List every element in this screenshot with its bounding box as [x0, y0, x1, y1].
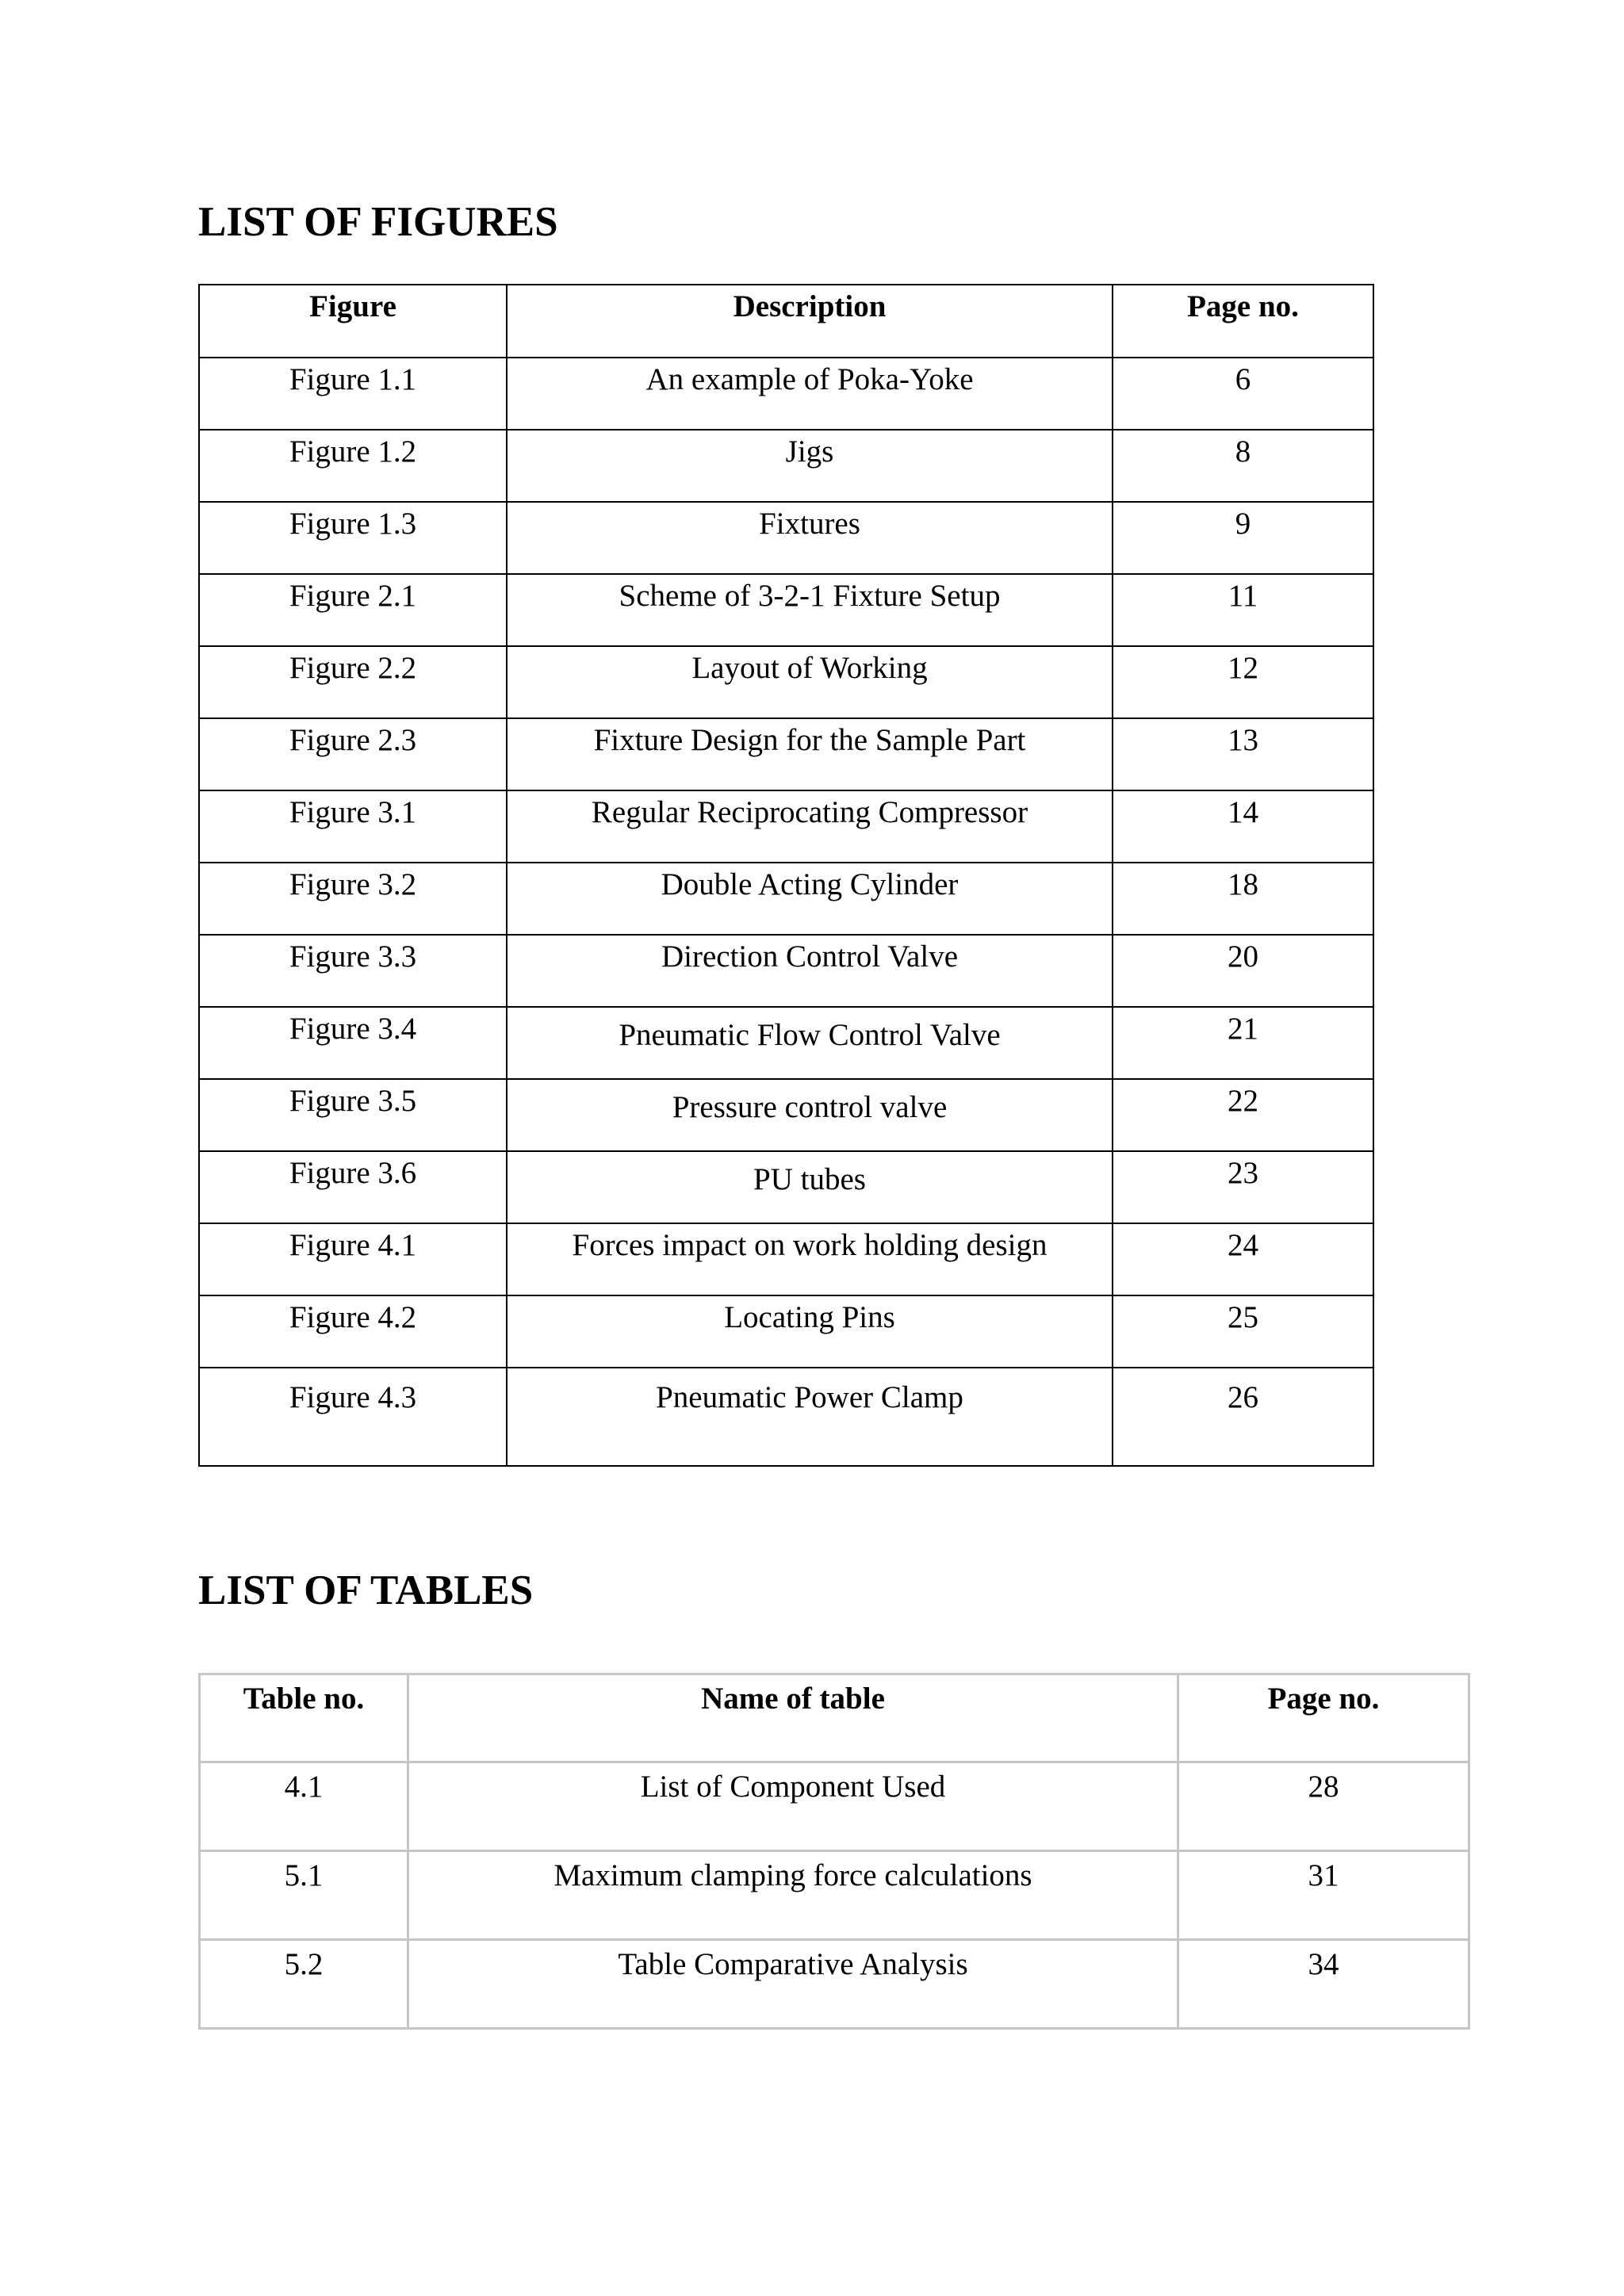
table-row	[199, 1007, 1373, 1079]
table-row	[199, 1151, 1373, 1223]
figure-page: 9	[1113, 502, 1373, 574]
figure-number: Figure 4.3	[199, 1368, 507, 1466]
table-row	[200, 1762, 1469, 1851]
figure-page: 25	[1113, 1295, 1373, 1368]
figure-description: An example of Poka-Yoke	[507, 358, 1113, 430]
figure-page: 11	[1113, 574, 1373, 646]
table-row	[199, 790, 1373, 863]
table-row	[199, 646, 1373, 718]
table-row	[199, 1223, 1373, 1295]
table-name: List of Component Used	[408, 1762, 1178, 1851]
figure-description: Pressure control valve	[507, 1079, 1113, 1151]
figures-header-row	[199, 285, 1373, 358]
figure-number: Figure 1.1	[199, 358, 507, 430]
table-name: Table Comparative Analysis	[408, 1940, 1178, 2029]
table-row	[199, 358, 1373, 430]
figure-number: Figure 1.3	[199, 502, 507, 574]
table-row	[199, 863, 1373, 935]
table-number: 4.1	[200, 1762, 408, 1851]
tables-table	[198, 1673, 1470, 2030]
figure-number: Figure 2.2	[199, 646, 507, 718]
list-of-tables-heading: LIST OF TABLES	[198, 1567, 534, 1613]
figure-page: 18	[1113, 863, 1373, 935]
figure-number: Figure 3.1	[199, 790, 507, 863]
figure-page: 12	[1113, 646, 1373, 718]
figure-description: Layout of Working	[507, 646, 1113, 718]
figure-number: Figure 3.4	[199, 1007, 507, 1079]
figure-page: 6	[1113, 358, 1373, 430]
figures-table	[198, 284, 1374, 1467]
figure-number: Figure 3.6	[199, 1151, 507, 1223]
figure-description: Scheme of 3-2-1 Fixture Setup	[507, 574, 1113, 646]
table-page: 31	[1178, 1851, 1469, 1940]
name-of-table-column-header: Name of table	[408, 1674, 1178, 1762]
figure-description: PU tubes	[507, 1151, 1113, 1223]
table-row	[199, 1079, 1373, 1151]
table-row	[200, 1851, 1469, 1940]
table-row	[199, 718, 1373, 790]
table-row	[199, 1295, 1373, 1368]
figure-page: 21	[1113, 1007, 1373, 1079]
figure-number: Figure 3.3	[199, 935, 507, 1007]
figure-page: 13	[1113, 718, 1373, 790]
table-number: 5.1	[200, 1851, 408, 1940]
figure-description: Pneumatic Flow Control Valve	[507, 1007, 1113, 1079]
figure-number: Figure 1.2	[199, 430, 507, 502]
table-row	[199, 502, 1373, 574]
figure-description: Fixtures	[507, 502, 1113, 574]
figure-number: Figure 3.2	[199, 863, 507, 935]
figure-description: Locating Pins	[507, 1295, 1113, 1368]
table-row	[199, 574, 1373, 646]
figure-number: Figure 2.3	[199, 718, 507, 790]
figure-description: Jigs	[507, 430, 1113, 502]
figure-page: 24	[1113, 1223, 1373, 1295]
figure-description: Double Acting Cylinder	[507, 863, 1113, 935]
description-column-header: Description	[507, 285, 1113, 358]
table-no-column-header: Table no.	[200, 1674, 408, 1762]
figure-description: Direction Control Valve	[507, 935, 1113, 1007]
figure-number: Figure 4.1	[199, 1223, 507, 1295]
figure-description: Forces impact on work holding design	[507, 1223, 1113, 1295]
figure-page: 26	[1113, 1368, 1373, 1466]
figure-page: 8	[1113, 430, 1373, 502]
table-row	[199, 935, 1373, 1007]
table-name: Maximum clamping force calculations	[408, 1851, 1178, 1940]
figure-description: Regular Reciprocating Compressor	[507, 790, 1113, 863]
table-row	[199, 1368, 1373, 1466]
figure-number: Figure 2.1	[199, 574, 507, 646]
figure-column-header: Figure	[199, 285, 507, 358]
figure-page: 14	[1113, 790, 1373, 863]
table-page: 34	[1178, 1940, 1469, 2029]
table-number: 5.2	[200, 1940, 408, 2029]
figure-description: Fixture Design for the Sample Part	[507, 718, 1113, 790]
figure-description: Pneumatic Power Clamp	[507, 1368, 1113, 1466]
page-no-column-header: Page no.	[1178, 1674, 1469, 1762]
list-of-figures-heading: LIST OF FIGURES	[198, 199, 558, 245]
figure-number: Figure 4.2	[199, 1295, 507, 1368]
table-page: 28	[1178, 1762, 1469, 1851]
page-no-column-header: Page no.	[1113, 285, 1373, 358]
figure-page: 20	[1113, 935, 1373, 1007]
table-row	[199, 430, 1373, 502]
tables-header-row	[200, 1674, 1469, 1762]
figure-page: 23	[1113, 1151, 1373, 1223]
table-row	[200, 1940, 1469, 2029]
figure-page: 22	[1113, 1079, 1373, 1151]
figure-number: Figure 3.5	[199, 1079, 507, 1151]
